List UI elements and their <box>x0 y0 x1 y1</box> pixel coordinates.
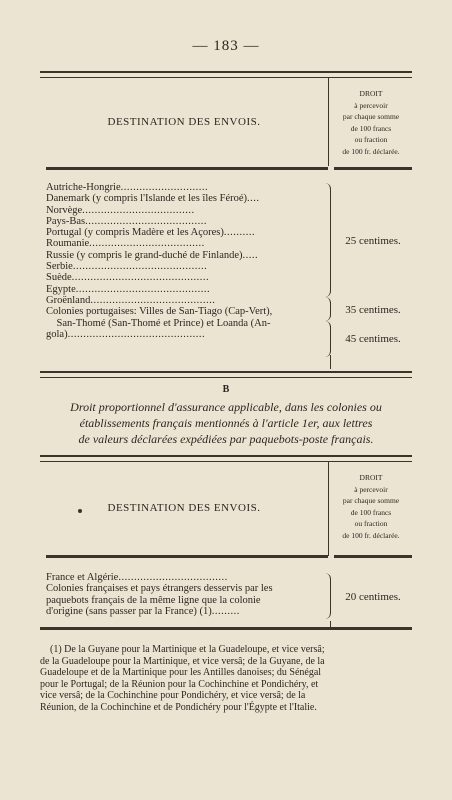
table1-top-rule <box>40 71 412 78</box>
table2-rate-header <box>330 472 412 541</box>
table1-header-divider <box>328 78 329 166</box>
rate-header-line: à percevoir <box>354 100 388 110</box>
rate-25-centimes: 25 centimes. <box>345 235 401 247</box>
rate-header-line: ou fraction <box>354 135 388 144</box>
rate-35-centimes: 35 centimes. <box>345 304 401 316</box>
rate-header-line: de 100 fr. déclarée. <box>342 530 400 540</box>
table2-column-divider-tail <box>330 621 331 628</box>
bracket-group-1 <box>325 183 331 297</box>
rate-header-line: DROIT <box>359 473 383 482</box>
table-row: France et Algérie................................... <box>46 572 228 583</box>
table-row: Colonies portugaises: Villes de San-Tiago (Cap-Vert), <box>46 306 273 318</box>
table2-rows <box>46 572 330 617</box>
rate-header-line: de 100 francs <box>350 123 392 133</box>
table1-destination-header: DESTINATION DES ENVOIS. <box>107 116 261 128</box>
rate-header-line: de 100 francs <box>350 507 392 517</box>
footnote-line: vice versâ; de la Cochinchine pour Pondichéry, et vice versâ; de la <box>40 690 306 702</box>
table-row: Serbie........................................... <box>46 261 208 273</box>
table-row: d'origine (sans passer par la France) (1)......... <box>46 605 240 617</box>
bracket-group-2 <box>325 297 331 321</box>
table-row: Egypte........................................... <box>46 283 211 295</box>
table-row: Portugal (y compris Madère et les Açores).......... <box>46 227 256 239</box>
table2-header-rule-left <box>46 555 328 558</box>
table-row: San-Thomé (San-Thomé et Prince) et Loanda (An- <box>46 317 271 329</box>
table1-header-rule-right <box>334 167 412 170</box>
rate-header-line: DROIT <box>359 89 383 98</box>
paragraph-line: établissements français mentionnés à l'article 1er, aux lettres <box>79 416 373 430</box>
footnote-line: (1) De la Guyane pour la Martinique et la Guadeloupe, et vice versâ; <box>50 644 325 655</box>
table-row: gola)............................................ <box>46 328 206 340</box>
table-row: Suède............................................ <box>46 272 210 284</box>
table1-rows <box>46 182 330 340</box>
table-row: Autriche-Hongrie............................ <box>46 182 209 193</box>
footnote-line: pour le Portugal; de la Réunion pour la Cochinchine et Pondichéry, et <box>40 678 319 690</box>
table2-header-rule-right <box>334 555 412 558</box>
rate-header-line: par chaque somme <box>342 112 400 121</box>
paragraph-line: Droit proportionnel d'assurance applicable, dans les colonies ou <box>70 400 382 414</box>
table-row: Roumanie..................................... <box>46 238 205 250</box>
footnote-line: Réunion, de la Cochinchine et de Pondichéry pour l'Égypte et l'Italie. <box>40 701 317 713</box>
rate-header-line: ou fraction <box>354 519 388 528</box>
table-row: Colonies françaises et pays étrangers desservis par les <box>46 583 273 595</box>
table1-header-rule-left <box>46 167 328 170</box>
footnote-line: de la Guadeloupe pour la Martinique, et vice versâ; de la Guyane, de la <box>40 655 325 667</box>
rate-20-centimes: 20 centimes. <box>345 591 401 603</box>
section-letter: B <box>222 384 230 395</box>
table2-bottom-rule <box>40 627 412 630</box>
rate-header-line: à percevoir <box>354 484 388 494</box>
table1-bottom-rule <box>40 371 412 378</box>
footnote-line: Guadeloupe et de la Martinique pour les Antilles danoises; du Sénégal <box>40 667 322 679</box>
bracket-group-4 <box>325 573 331 619</box>
table-row: paquebots français de la même ligne que la colonie <box>46 594 261 606</box>
table2-destination-header: DESTINATION DES ENVOIS. <box>107 502 261 514</box>
rate-header-line: par chaque somme <box>342 496 400 505</box>
table-row: Pays-Bas....................................... <box>46 215 207 227</box>
table1-column-divider <box>330 355 331 369</box>
rate-header-line: de 100 fr. déclarée. <box>342 146 400 156</box>
table-row: Russie (y compris le grand-duché de Finlande)..... <box>46 249 259 261</box>
table1-rate-header <box>330 88 412 157</box>
table-row: Groënland........................................ <box>46 294 216 306</box>
rate-45-centimes: 45 centimes. <box>345 333 401 345</box>
table-row: Danemark (y compris l'Islande et les îles Féroé).... <box>46 193 260 205</box>
bracket-group-3 <box>325 321 331 357</box>
table2-header-divider <box>328 462 329 556</box>
table2-top-rule <box>40 455 412 462</box>
page-number: — 183 — <box>192 38 260 54</box>
section-b-paragraph <box>30 399 422 447</box>
paragraph-line: de valeurs déclarées expédiées par paquebots-poste français. <box>78 432 374 446</box>
footnote <box>40 644 412 714</box>
table-row: Norvège.................................... <box>46 204 195 216</box>
